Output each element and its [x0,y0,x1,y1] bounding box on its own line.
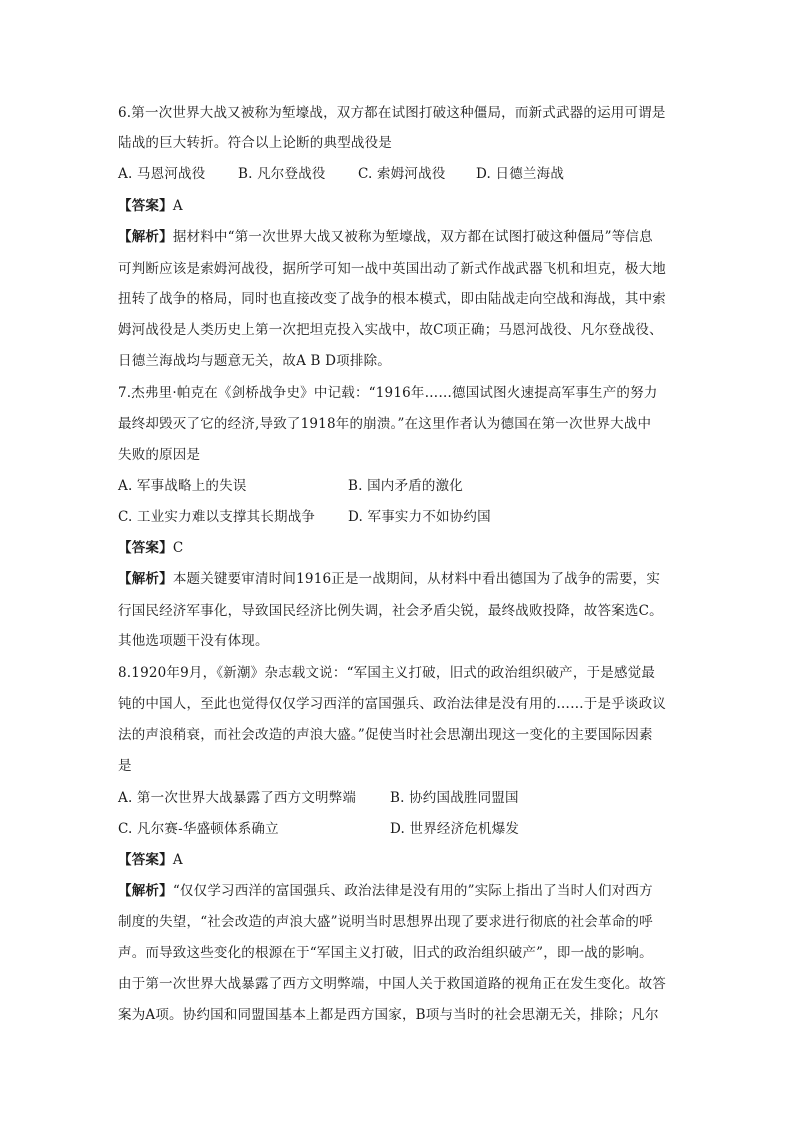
analysis-text: 据材料中“第一次世界大战又被称为堑壕战，双方都在试图打破这种僵局”等信息 [172,229,653,245]
q6-analysis-line-5: 日德兰海战均与题意无关，故A B D项排除。 [118,353,391,369]
q6-stem-line-1: 6.第一次世界大战又被称为堑壕战，双方都在试图打破这种僵局，而新式武器的运用可谓是 [118,105,666,121]
q7-option-c: C. 工业实力难以支撑其长期战争 [118,509,316,525]
q6-option-b: B. 凡尔登战役 [238,166,326,182]
q7-stem-line-2: 最终却毁灭了它的经济,导致了1918年的崩溃。”在这里作者认为德国在第一次世界大战中 [118,416,652,432]
q8-analysis-line-3: 声。而导致这些变化的根源在于“军国主义打破，旧式的政治组织破产”，即一战的影响。 [118,945,653,961]
answer-label: 【答案】 [118,540,173,556]
q7-stem-line-1: 7.杰弗里·帕克在《剑桥战争史》中记载：“1916年……德国试图火速提高军事生产的努力 [118,385,658,401]
q6-analysis-line-4: 姆河战役是人类历史上第一次把坦克投入实战中，故C项正确；马恩河战役、凡尔登战役、 [118,322,663,338]
q6-option-a: A. 马恩河战役 [118,166,206,182]
q8-option-c: C. 凡尔赛-华盛顿体系确立 [118,821,279,837]
q8-option-b: B. 协约国战胜同盟国 [390,790,519,806]
analysis-label: 【解析】 [118,229,173,245]
q8-stem-line-1: 8.1920年9月，《新潮》杂志载文说：“军国主义打破，旧式的政治组织破产，于是感觉最 [118,665,656,681]
q8-stem-line-4: 是 [118,758,132,774]
q6-analysis-line-1 [118,228,678,246]
q8-option-d: D. 世界经济危机爆发 [390,821,520,837]
q6-answer [118,197,678,215]
answer-value: A [172,198,183,214]
q6-analysis-line-3: 扭转了战争的格局，同时也直接改变了战争的根本模式，即由陆战走向空战和海战，其中索 [118,291,666,307]
q6-option-d: D. 日德兰海战 [476,166,565,182]
answer-label: 【答案】 [118,198,173,214]
q6-stem-line-2: 陆战的巨大转折。符合以上论断的典型战役是 [118,135,392,151]
q8-option-a: A. 第一次世界大战暴露了西方文明弊端 [118,790,357,806]
analysis-label: 【解析】 [118,571,173,587]
analysis-text: “仅仅学习西洋的富国强兵、政治法律是没有用的”实际上指出了当时人们对西方 [172,883,653,899]
answer-value: A [172,852,183,868]
q8-answer [118,851,678,869]
analysis-label: 【解析】 [118,883,173,899]
q8-analysis-line-1 [118,882,678,900]
q8-analysis-line-4: 由于第一次世界大战暴露了西方文明弊端，中国人关于救国道路的视角正在发生变化。故答 [118,976,666,992]
q7-option-b: B. 国内矛盾的激化 [348,478,464,494]
q7-answer [118,539,678,557]
q6-option-c: C. 索姆河战役 [358,166,446,182]
analysis-text: 本题关键要审清时间1916正是一战期间，从材料中看出德国为了战争的需要，实 [172,571,661,587]
q8-stem-line-3: 法的声浪稍衰，而社会改造的声浪大盛。”促使当时社会思潮出现这一变化的主要国际因素 [118,727,653,743]
q7-option-d: D. 军事实力不如协约国 [348,509,491,525]
q6-analysis-line-2: 可判断应该是索姆河战役，据所学可知一战中英国出动了新式作战武器飞机和坦克，极大地 [118,261,666,277]
q7-option-a: A. 军事战略上的失误 [118,478,247,494]
q7-stem-line-3: 失败的原因是 [118,447,201,463]
q7-analysis-line-1 [118,570,678,588]
q8-analysis-line-5: 案为A项。协约国和同盟国基本上都是西方国家，B项与当时的社会思潮无关，排除；凡尔 [118,1007,659,1023]
answer-label: 【答案】 [118,852,173,868]
q8-analysis-line-2: 制度的失望，“社会改造的声浪大盛”说明当时思想界出现了要求进行彻底的社会革命的呼 [118,914,653,930]
q7-analysis-line-3: 其他选项题干没有体现。 [118,633,269,649]
q7-analysis-line-2: 行国民经济军事化，导致国民经济比例失调，社会矛盾尖锐，最终战败投降，故答案选C。 [118,603,663,619]
answer-value: C [172,540,184,556]
q8-stem-line-2: 钝的中国人，至此也觉得仅仅学习西洋的富国强兵、政治法律是没有用的……于是乎谈政议 [118,696,666,712]
